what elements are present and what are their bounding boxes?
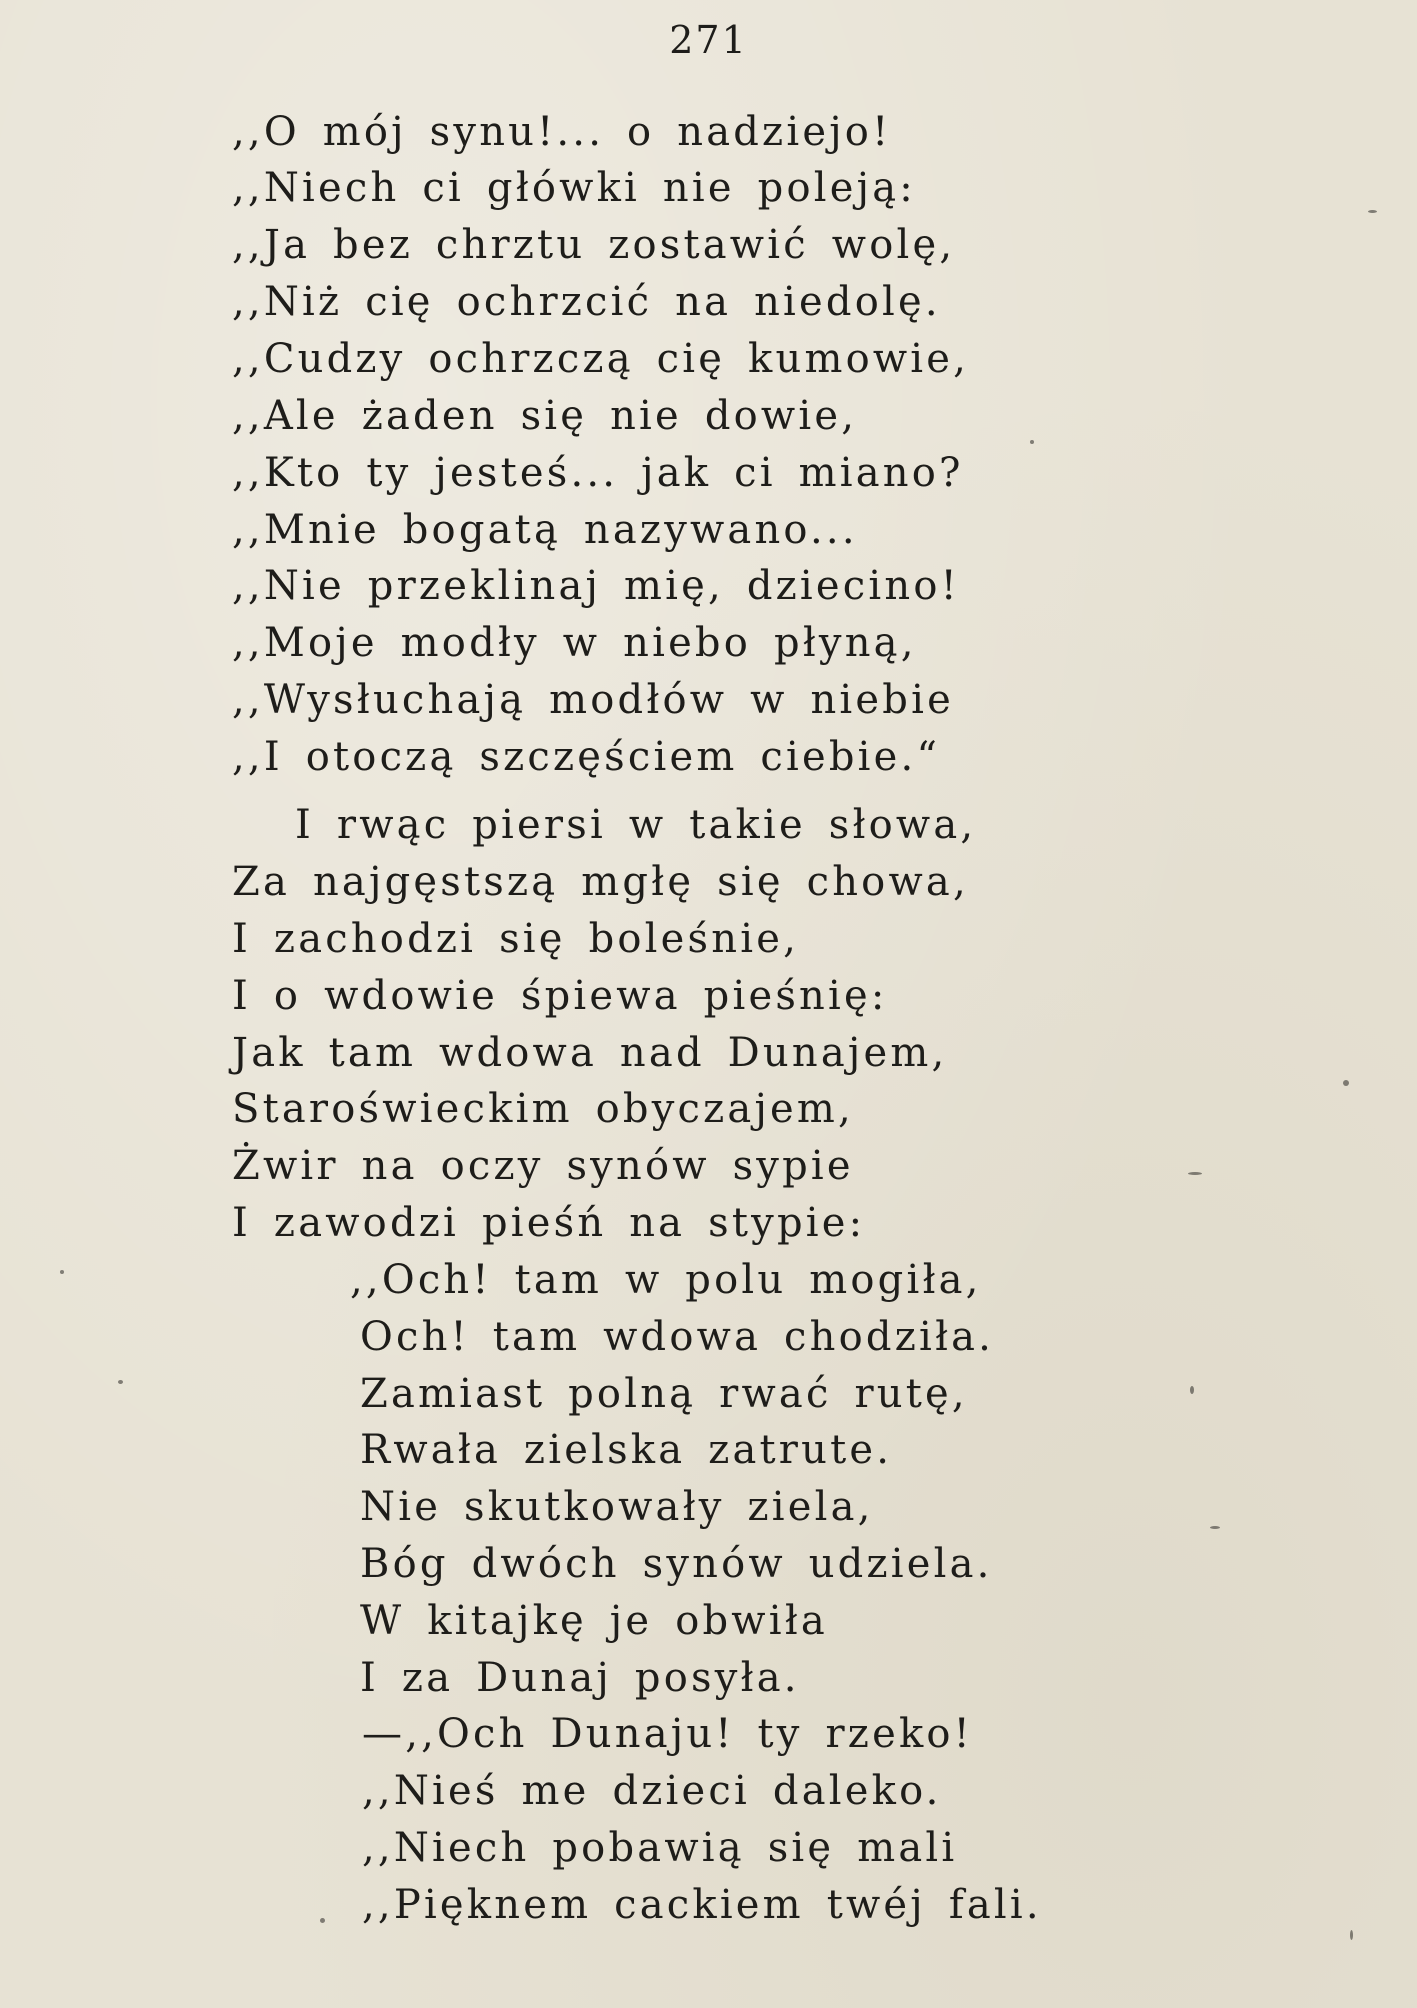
poem-line: I zawodzi pieśń na stypie: xyxy=(232,1200,866,1246)
poem-line: ,,O mój synu!... o nadziejo! xyxy=(232,109,892,155)
poem-line: ,,Niż cię ochrzcić na niedolę. xyxy=(232,279,941,325)
paper-speck xyxy=(1368,210,1377,213)
paper-speck xyxy=(320,1918,325,1923)
poem-line: W kitajkę je obwiła xyxy=(360,1598,828,1644)
paper-speck xyxy=(1188,1172,1202,1175)
poem-line: I o wdowie śpiewa pieśnię: xyxy=(232,973,888,1019)
poem-line: ,,Wysłuchają modłów w niebie xyxy=(232,677,954,723)
poem-line: Jak tam wdowa nad Dunajem, xyxy=(232,1030,948,1076)
poem-line: ,,I otoczą szczęściem ciebie.“ xyxy=(232,734,941,780)
poem-line: Żwir na oczy synów sypie xyxy=(232,1143,854,1189)
poem-line: Och! tam wdowa chodziła. xyxy=(360,1314,995,1360)
paper-speck xyxy=(1210,1526,1220,1529)
poem-line: ,,Pięknem cackiem twéj fali. xyxy=(362,1882,1042,1928)
poem-line: Za najgęstszą mgłę się chowa, xyxy=(232,859,969,905)
poem-line: ,,Ja bez chrztu zostawić wolę, xyxy=(232,222,956,268)
poem-line: ,,Nieś me dzieci daleko. xyxy=(362,1768,942,1814)
poem-line: I za Dunaj posyła. xyxy=(360,1655,800,1701)
paper-speck xyxy=(60,1270,64,1274)
poem-line: Rwała zielska zatrute. xyxy=(360,1427,893,1473)
poem-line: Zamiast polną rwać rutę, xyxy=(360,1371,968,1417)
poem-line: ,,Moje modły w niebo płyną, xyxy=(232,620,917,666)
poem-line: —,,Och Dunaju! ty rzeko! xyxy=(362,1711,973,1757)
poem-line: ,,Cudzy ochrzczą cię kumowie, xyxy=(232,336,970,382)
paper-speck xyxy=(1350,1930,1353,1940)
page-number: 271 xyxy=(669,18,748,62)
paper-speck xyxy=(1343,1080,1349,1086)
poem-line: ,,Ale żaden się nie dowie, xyxy=(232,393,858,439)
poem-line: Nie skutkowały ziela, xyxy=(360,1484,874,1530)
paper-speck xyxy=(1030,440,1034,444)
poem-line: ,,Och! tam w polu mogiła, xyxy=(350,1257,982,1303)
paper-speck xyxy=(118,1380,123,1384)
poem-line: Staroświeckim obyczajem, xyxy=(232,1086,854,1132)
poem-line: I rwąc piersi w takie słowa, xyxy=(295,802,977,848)
poem-line: ,,Nie przeklinaj mię, dziecino! xyxy=(232,563,960,609)
poem-line: I zachodzi się boleśnie, xyxy=(232,916,799,962)
paper-speck xyxy=(1190,1386,1194,1394)
poem-line: ,,Mnie bogatą nazywano... xyxy=(232,507,858,553)
poem-line: ,,Niech ci główki nie poleją: xyxy=(232,165,916,211)
poem-line: ,,Niech pobawią się mali xyxy=(362,1825,958,1871)
poem-line: Bóg dwóch synów udziela. xyxy=(360,1541,993,1587)
poem-line: ,,Kto ty jesteś... jak ci miano? xyxy=(232,450,964,496)
